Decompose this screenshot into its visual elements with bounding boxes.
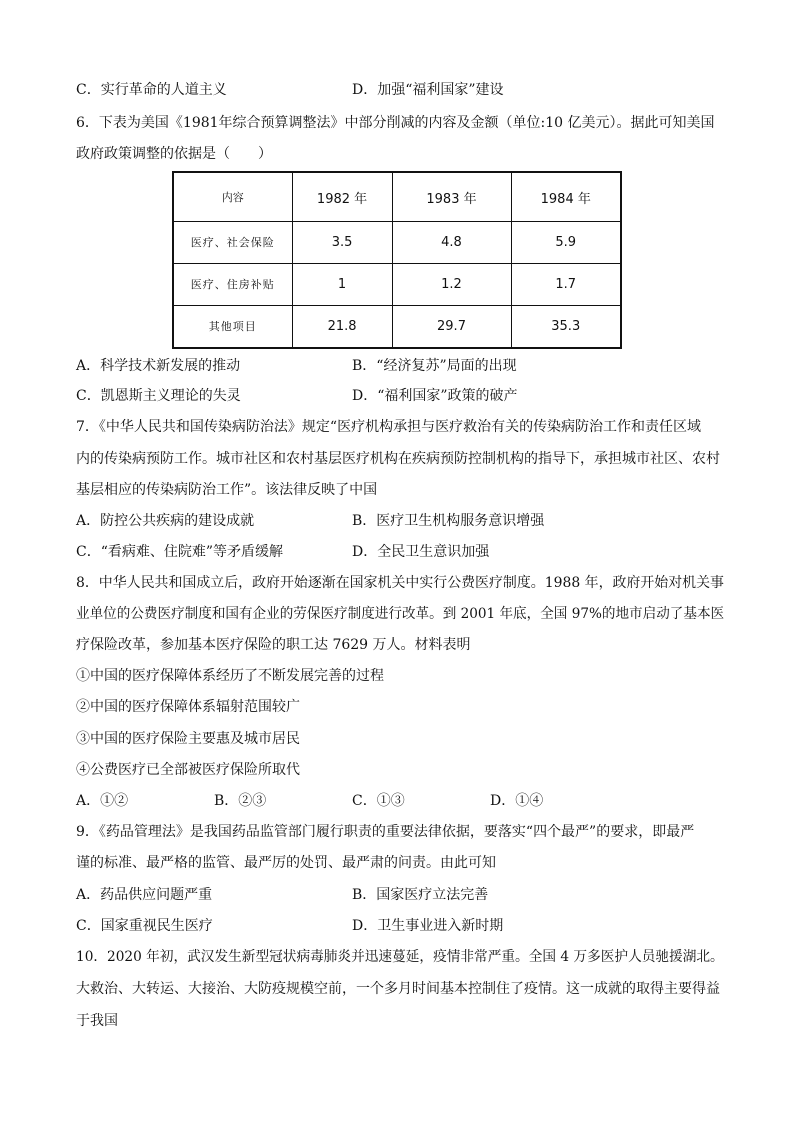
q8-option-b: B．②③ <box>214 793 267 809</box>
q7-option-b: B．医疗卫生机构服务意识增强 <box>352 513 545 529</box>
table-row <box>173 263 621 305</box>
table-header-cell: 1982 年 <box>292 172 392 222</box>
q8-item-1: ①中国的医疗保障体系经历了不断发展完善的过程 <box>76 668 384 684</box>
table-header-cell: 内容 <box>173 172 292 222</box>
table-header-row <box>173 172 621 222</box>
q8-option-c: C．①③ <box>352 793 405 809</box>
table-row-label: 其他项目 <box>173 305 292 348</box>
q7-stem-line-2: 内的传染病预防工作。城市社区和农村基层医疗机构在疾病预防控制机构的指导下，承担城市社区、农村 <box>76 451 720 467</box>
q6-stem-line-1: 6．下表为美国《1981年综合预算调整法》中部分削减的内容及金额（单位:10 亿美元）。据此可知美国 <box>76 115 715 131</box>
q8-option-d: D．①④ <box>490 793 544 809</box>
q8-stem-line-3: 疗保险改革，参加基本医疗保险的职工达 7629 万人。材料表明 <box>76 637 471 653</box>
q10-stem-line-3: 于我国 <box>76 1013 118 1029</box>
table-row-label: 医疗、住房补贴 <box>173 263 292 305</box>
q6-option-a: A．科学技术新发展的推动 <box>76 358 241 374</box>
table-row <box>173 222 621 264</box>
table-cell: 29.7 <box>392 305 511 348</box>
table-cell: 1 <box>292 263 392 305</box>
q8-item-4: ④公费医疗已全部被医疗保险所取代 <box>76 762 300 778</box>
q9-option-b: B．国家医疗立法完善 <box>352 887 489 903</box>
q9-stem-line-1: 9．《药品管理法》是我国药品监管部门履行职责的重要法律依据，要落实“四个最严”的要求，即最严 <box>76 824 695 840</box>
q9-stem-line-2: 谨的标准、最严格的监管、最严厉的处罚、最严肃的问责。由此可知 <box>76 855 496 871</box>
q7-stem-line-1: 7．《中华人民共和国传染病防治法》规定“医疗机构承担与医疗救治有关的传染病防治工作和责任区域 <box>76 419 702 435</box>
q5-option-c: C．实行革命的人道主义 <box>76 82 227 98</box>
q9-option-c: C．国家重视民生医疗 <box>76 918 213 934</box>
table-cell: 4.8 <box>392 222 511 264</box>
table-row-label: 医疗、社会保险 <box>173 222 292 264</box>
q8-option-a: A．①② <box>76 793 129 809</box>
q6-option-d: D．“福利国家”政策的破产 <box>352 388 518 404</box>
table-cell: 1.2 <box>392 263 511 305</box>
q8-stem-line-2: 业单位的公费医疗制度和国有企业的劳保医疗制度进行改革。到 2001 年底，全国 97%的地市启动了基本医 <box>76 606 725 622</box>
q6-option-c: C．凯恩斯主义理论的失灵 <box>76 388 241 404</box>
q10-stem-line-1: 10．2020 年初，武汉发生新型冠状病毒肺炎并迅速蔓延，疫情非常严重。全国 4 万多医护人员驰援湖北。 <box>76 949 724 965</box>
table-cell: 21.8 <box>292 305 392 348</box>
q5-option-d: D．加强“福利国家”建设 <box>352 82 504 98</box>
q8-stem-line-1: 8．中华人民共和国成立后，政府开始逐渐在国家机关中实行公费医疗制度。1988 年，政府开始对机关事 <box>76 575 724 591</box>
q6-data-table <box>172 171 622 349</box>
q8-item-2: ②中国的医疗保障体系辐射范围较广 <box>76 699 300 715</box>
q7-stem-line-3: 基层相应的传染病防治工作”。该法律反映了中国 <box>76 482 378 498</box>
q9-option-d: D．卫生事业进入新时期 <box>352 918 504 934</box>
table-cell: 1.7 <box>511 263 621 305</box>
q10-stem-line-2: 大救治、大转运、大接治、大防疫规模空前，一个多月时间基本控制住了疫情。这一成就的取得主要得益 <box>76 981 720 997</box>
q7-option-a: A．防控公共疾病的建设成就 <box>76 513 255 529</box>
q7-option-d: D．全民卫生意识加强 <box>352 544 490 560</box>
q6-option-b: B．“经济复苏”局面的出现 <box>352 358 517 374</box>
q7-option-c: C．“看病难、住院难”等矛盾缓解 <box>76 544 284 560</box>
table-cell: 3.5 <box>292 222 392 264</box>
q8-item-3: ③中国的医疗保险主要惠及城市居民 <box>76 731 300 747</box>
table-cell: 5.9 <box>511 222 621 264</box>
q9-option-a: A．药品供应问题严重 <box>76 887 213 903</box>
q6-stem-line-2: 政府政策调整的依据是（ ） <box>76 146 272 162</box>
table-header-cell: 1984 年 <box>511 172 621 222</box>
table-row <box>173 305 621 348</box>
table-header-cell: 1983 年 <box>392 172 511 222</box>
table-cell: 35.3 <box>511 305 621 348</box>
